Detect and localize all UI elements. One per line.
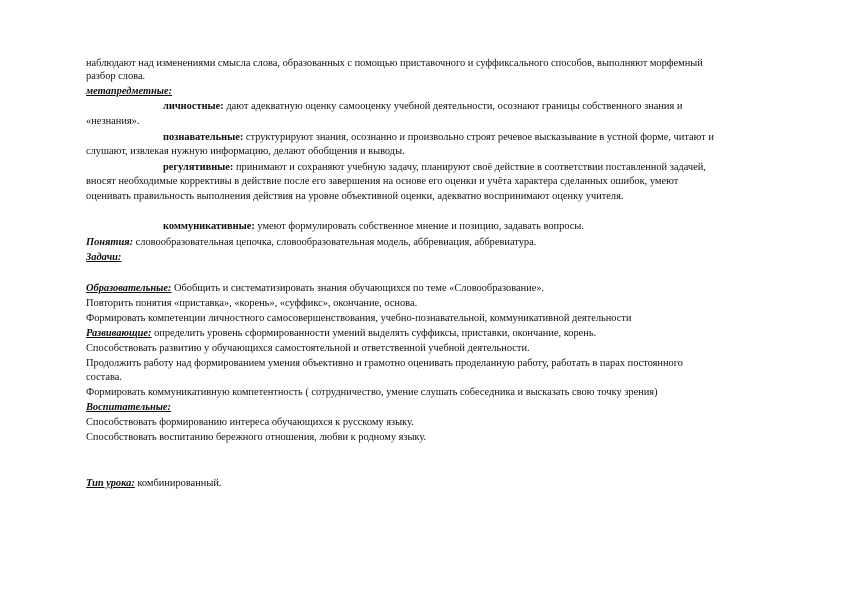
- educational-line-1: [86, 283, 544, 295]
- developmental-line-2: Способствовать развитию у обучающихся самостоятельной и ответственной учебной деятельности.: [86, 343, 530, 354]
- cognitive-text: структурируют знания, осознанно и произвольно строят речевое высказывание в устной форме, читают и: [243, 132, 714, 143]
- communicative-label: коммуникативные:: [163, 221, 255, 232]
- educational-line-2: Повторить понятия «приставка», «корень», «суффикс», окончание, основа.: [86, 298, 418, 309]
- personal-text: дают адекватную оценку самооценку учебной деятельности, осознают границы собственного знания и: [223, 101, 683, 112]
- lesson-type-line: [86, 478, 222, 490]
- developmental-label: Развивающие:: [86, 328, 152, 339]
- lesson-type-text: комбинированный.: [134, 478, 222, 489]
- communicative-text: умеют формулировать собственное мнение и позицию, задавать вопросы.: [254, 221, 584, 232]
- educational-text: Обобщить и систематизировать знания обучающихся по теме «Словообразование».: [171, 283, 545, 294]
- meta-heading: метапредметные:: [86, 86, 173, 97]
- developmental-line-5: Формировать коммуникативную компетентность ( сотрудничество, умение слушать собеседника и высказать свою точку зрения): [86, 387, 658, 398]
- regulatory-text: принимают и сохраняют учебную задачу, планируют своё действие в соответствии поставленной задачей,: [233, 162, 706, 173]
- intro-line-2: разбор слова.: [86, 71, 146, 82]
- regulatory-line-1: [163, 162, 706, 174]
- developmental-line-3: Продолжить работу над формированием умения объективно и грамотно оценивать проделанную работу, работать в парах постоянного: [86, 358, 683, 369]
- cognitive-label: познавательные:: [163, 132, 244, 143]
- cognitive-line-1: [163, 132, 714, 144]
- developmental-text: определить уровень сформированности умений выделять суффиксы, приставки, окончание, корень.: [151, 328, 597, 339]
- concepts-text: словообразовательная цепочка, словообразовательная модель, аббревиация, аббревиатура.: [133, 237, 537, 248]
- personal-line-2: «незнания».: [86, 116, 140, 127]
- upbringing-line-2: Способствовать воспитанию бережного отношения, любви к родному языку.: [86, 432, 427, 443]
- regulatory-line-2: вносят необходимые коррективы в действие после его завершения на основе его оценки и учёта характера сделанных ошибок, умеют: [86, 176, 679, 187]
- personal-line-1: [163, 101, 682, 113]
- developmental-line-1: [86, 328, 596, 340]
- personal-label: личностные:: [163, 101, 224, 112]
- communicative-line: [163, 221, 584, 233]
- intro-line-1: наблюдают над изменениями смысла слова, образованных с помощью приставочного и суффиксального способов, выполняют морфемный: [86, 58, 703, 69]
- regulatory-label: регулятивные:: [163, 162, 234, 173]
- upbringing-heading: Воспитательные:: [86, 402, 172, 413]
- educational-line-3: Формировать компетенции личностного самосовершенствования, учебно-познавательной, коммуникативной деятельности: [86, 313, 632, 324]
- tasks-heading: Задачи:: [86, 252, 122, 263]
- educational-label: Образовательные:: [86, 283, 172, 294]
- concepts-line: [86, 237, 536, 249]
- upbringing-line-1: Способствовать формированию интереса обучающихся к русскому языку.: [86, 417, 414, 428]
- developmental-line-4: состава.: [86, 372, 122, 383]
- cognitive-line-2: слушают, извлекая нужную информацию, делают обобщения и выводы.: [86, 146, 405, 157]
- concepts-label: Понятия:: [86, 237, 134, 248]
- regulatory-line-3: оценивать правильность выполнения действия на уровне объективной оценки, адекватно воспринимают оценку учителя.: [86, 191, 624, 202]
- lesson-type-label: Тип урока:: [86, 478, 135, 489]
